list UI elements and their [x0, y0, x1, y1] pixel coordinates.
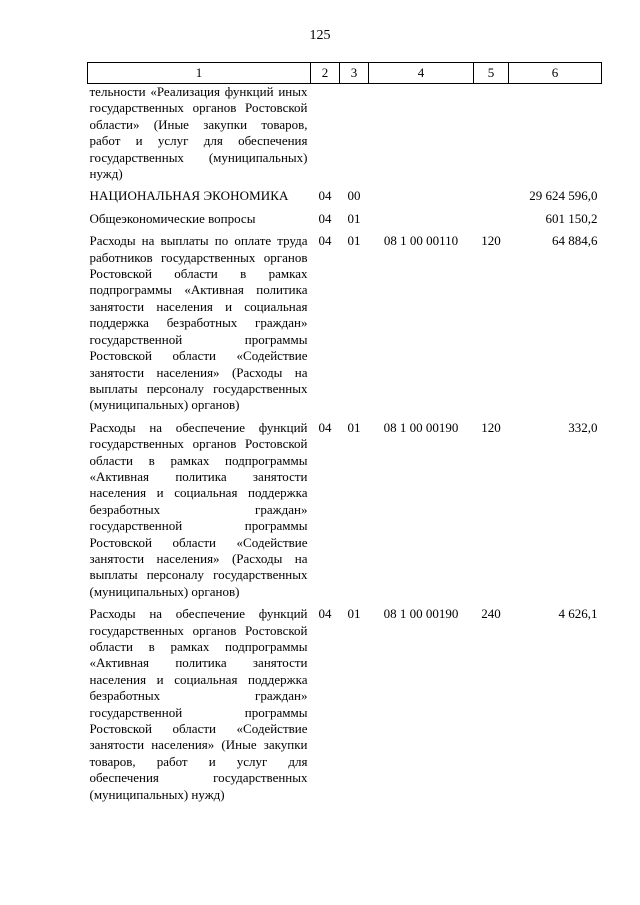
row-amount: 601 150,2	[545, 210, 598, 226]
column-header-3: 3	[340, 63, 369, 84]
column-header-4: 4	[369, 63, 474, 84]
table-row	[88, 182, 602, 204]
table-row	[88, 205, 602, 227]
row-description: Расходы на выплаты по оплате труда работников государственных органов Ростовской области в рамках подпрограммы «Активная политика занятости населения и социальная поддержка безработных граждан» государственной программы Ростовской области «Содействие занятости населения» (Расходы на выплаты персоналу государственных (муниципальных) органов)	[89, 233, 308, 413]
row-section: 04	[318, 188, 332, 204]
column-header-2: 2	[311, 63, 340, 84]
column-header-5: 5	[474, 63, 509, 84]
row-description: Расходы на обеспечение функций государственных органов Ростовской области в рамках подпрограммы «Активная политика занятости населения и социальная поддержка безработных граждан» государственной программы Ростовской области «Содействие занятости населения» (Расходы на выплаты персоналу государственных (муниципальных) органов)	[89, 419, 308, 599]
row-description: Расходы на обеспечение функций государственных органов Ростовской области в рамках подпрограммы «Активная политика занятости населения и социальная поддержка безработных граждан» государственной программы Ростовской области «Содействие занятости населения» (Иные закупки товаров, работ и услуг для обеспечения государственных (муниципальных) нужд)	[89, 606, 308, 802]
row-subsection: 01	[347, 419, 361, 435]
table-row	[88, 600, 602, 803]
row-expense-type: 120	[481, 233, 501, 249]
row-target-code	[369, 84, 474, 183]
row-description: Общеэкономические вопросы	[89, 210, 256, 226]
table-header	[88, 63, 602, 84]
row-target-code: 08 1 00 00190	[383, 419, 459, 435]
row-section	[311, 84, 340, 183]
row-subsection: 00	[347, 188, 361, 204]
row-subsection: 01	[347, 233, 361, 249]
row-subsection	[340, 84, 369, 183]
row-description: НАЦИОНАЛЬНАЯ ЭКОНОМИКА	[89, 188, 289, 204]
column-header-6: 6	[509, 63, 602, 84]
row-amount: 64 884,6	[552, 233, 598, 249]
row-target-code: 08 1 00 00110	[383, 233, 459, 249]
table-row	[88, 227, 602, 413]
page-number: 125	[309, 28, 331, 43]
row-section: 04	[318, 419, 332, 435]
row-expense-type: 120	[481, 419, 501, 435]
row-subsection: 01	[347, 606, 361, 622]
row-section: 04	[318, 606, 332, 622]
row-expense-type	[474, 205, 509, 227]
row-amount: 29 624 596,0	[529, 188, 598, 204]
row-target-code	[369, 182, 474, 204]
row-section: 04	[318, 210, 332, 226]
row-amount	[509, 84, 602, 183]
row-expense-type	[474, 182, 509, 204]
row-target-code	[369, 205, 474, 227]
row-target-code: 08 1 00 00190	[383, 606, 459, 622]
table-row	[88, 84, 602, 183]
budget-table	[87, 62, 602, 803]
row-subsection: 01	[347, 210, 361, 226]
row-expense-type: 240	[481, 606, 501, 622]
row-description: тельности «Реализация функций иных государственных органов Ростовской области» (Иные закупки товаров, работ и услуг для обеспечения государственных (муниципальных) нужд)	[89, 84, 308, 182]
column-header-1: 1	[88, 63, 311, 84]
row-section: 04	[318, 233, 332, 249]
row-amount: 332,0	[568, 419, 598, 435]
row-expense-type	[474, 84, 509, 183]
row-amount: 4 626,1	[558, 606, 598, 622]
table-row	[88, 414, 602, 600]
